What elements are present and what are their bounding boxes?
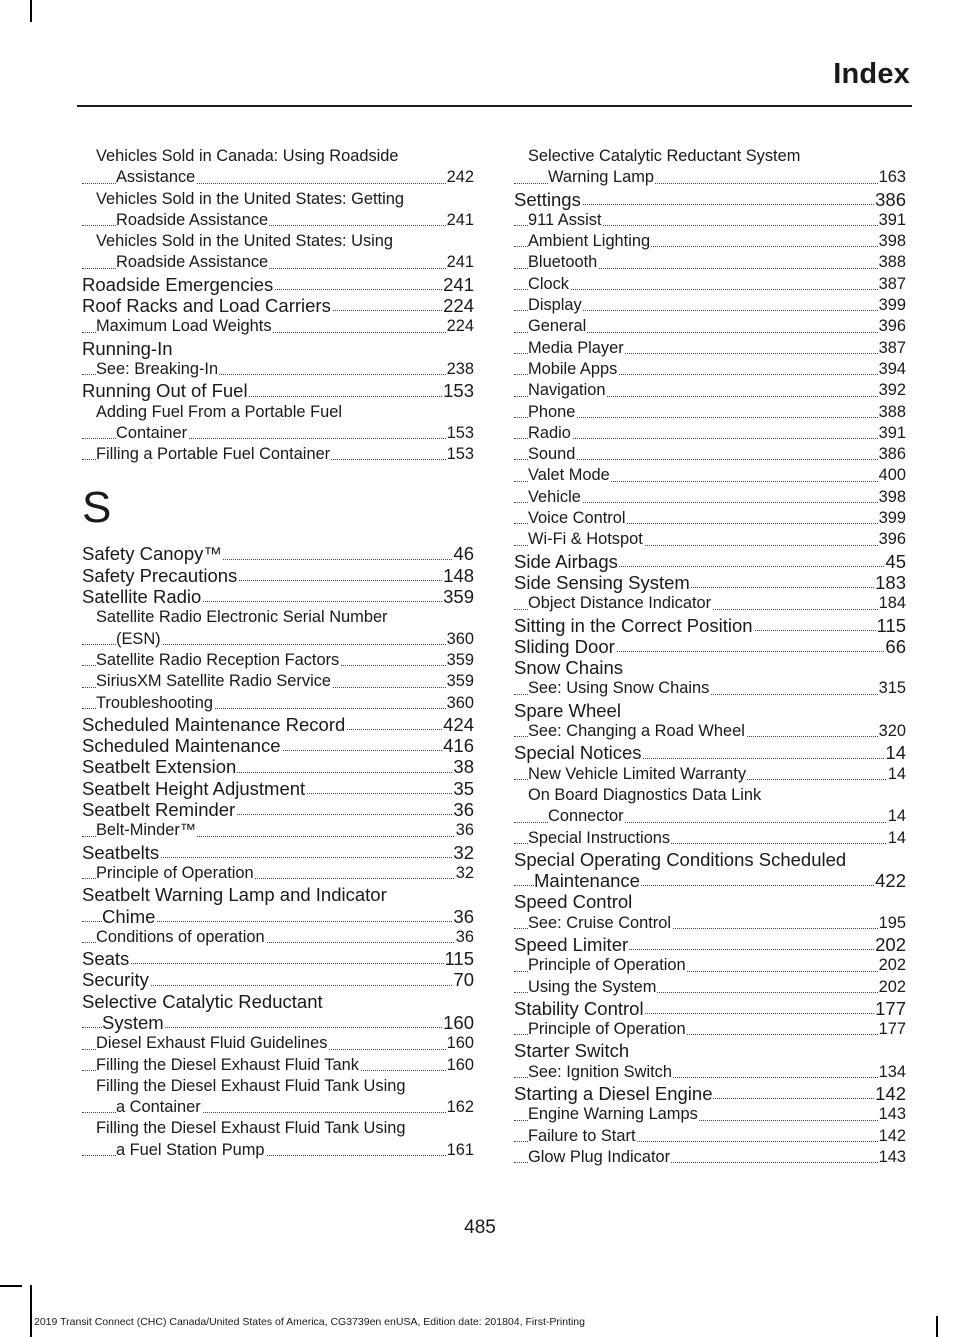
- entry-page-number: 66: [885, 635, 906, 657]
- entry-text: Filling the Diesel Exhaust Fluid Tank Using: [96, 1076, 406, 1095]
- entry-page-number: 242: [446, 167, 474, 188]
- entry-page-number: 160: [443, 1011, 474, 1033]
- entry-page-number: 134: [878, 1062, 906, 1083]
- entry-page-number: 315: [878, 678, 906, 699]
- entry-text: Scheduled Maintenance Record: [82, 713, 346, 735]
- index-entry: [514, 891, 906, 912]
- entry-page-number: 387: [878, 274, 906, 295]
- entry-text: Special Notices: [514, 742, 642, 764]
- entry-text: Using the System: [528, 977, 657, 996]
- entry-page-number: 396: [878, 529, 906, 550]
- entry-text: See: Using Snow Chains: [528, 679, 710, 698]
- entry-text: Settings: [514, 188, 581, 210]
- index-entry: [82, 778, 474, 799]
- entry-text: Clock: [528, 274, 569, 293]
- index-subentry: [82, 863, 474, 884]
- entry-text: Principle of Operation: [528, 1020, 686, 1039]
- entry-page-number: 36: [453, 799, 474, 821]
- entry-text: a Container: [116, 1098, 201, 1117]
- entry-page-number: 400: [878, 465, 906, 486]
- crop-mark-bottom-left: [30, 1285, 32, 1337]
- entry-text: Bluetooth: [528, 253, 598, 272]
- entry-text: Navigation: [528, 381, 606, 400]
- index-column-right: [514, 146, 906, 1168]
- entry-text: Sound: [528, 445, 576, 464]
- entry-text: Filling the Diesel Exhaust Fluid Tank: [96, 1055, 359, 1074]
- entry-page-number: 153: [443, 380, 474, 402]
- entry-page-number: 14: [887, 806, 906, 827]
- entry-text: Seatbelts: [82, 841, 160, 863]
- index-entry: [82, 274, 474, 295]
- entry-page-number: 224: [443, 295, 474, 317]
- entry-text: System: [102, 1011, 164, 1033]
- entry-text: See: Cruise Control: [528, 913, 672, 932]
- index-entry: [82, 543, 474, 564]
- index-subentry: [514, 721, 906, 742]
- index-subentry: [514, 252, 906, 273]
- index-entry: [82, 948, 474, 969]
- entry-text: Seats: [82, 948, 130, 970]
- entry-page-number: 202: [875, 933, 906, 955]
- index-subentry: [514, 955, 906, 976]
- entry-text: Snow Chains: [514, 657, 624, 679]
- index-subentry: [514, 338, 906, 359]
- footer-edition-info: 2019 Transit Connect (CHC) Canada/United States of America, CG3739en enUSA, Edition date: 201804, First-Printing: [34, 1316, 585, 1328]
- crop-mark-bottom-right: [936, 1316, 938, 1337]
- index-entry: [514, 934, 906, 955]
- entry-text: Phone: [528, 402, 576, 421]
- index-subentry: [514, 913, 906, 934]
- entry-text: Principle of Operation: [96, 863, 254, 882]
- entry-text: Sliding Door: [514, 635, 615, 657]
- entry-page-number: 36: [455, 927, 474, 948]
- entry-text: On Board Diagnostics Data Link: [528, 785, 762, 804]
- index-subentry: [514, 316, 906, 337]
- entry-text: Principle of Operation: [528, 956, 686, 975]
- index-subentry: [82, 1118, 474, 1161]
- index-entry: [514, 551, 906, 572]
- index-subentry: [514, 359, 906, 380]
- index-subentry: [514, 274, 906, 295]
- entry-page-number: 360: [446, 693, 474, 714]
- entry-page-number: 241: [443, 273, 474, 295]
- entry-text: SiriusXM Satellite Radio Service: [96, 672, 332, 691]
- entry-text: See: Breaking-In: [96, 359, 219, 378]
- index-subentry: [514, 210, 906, 231]
- index-subentry: [514, 977, 906, 998]
- index-entry: [514, 657, 906, 678]
- entry-text: Engine Warning Lamps: [528, 1105, 698, 1124]
- index-entry: [514, 742, 906, 763]
- entry-text: Glow Plug Indicator: [528, 1147, 671, 1166]
- entry-text: Filling the Diesel Exhaust Fluid Tank Using: [96, 1119, 406, 1138]
- entry-text: Wi-Fi & Hotspot: [528, 530, 643, 549]
- index-entry: [514, 615, 906, 636]
- entry-page-number: 35: [453, 777, 474, 799]
- index-subentry: [514, 508, 906, 529]
- entry-text: Adding Fuel From a Portable Fuel: [96, 402, 342, 421]
- entry-text: Belt-Minder™: [96, 821, 197, 840]
- entry-page-number: 241: [446, 252, 474, 273]
- entry-page-number: 388: [878, 252, 906, 273]
- entry-page-number: 386: [875, 188, 906, 210]
- entry-page-number: 143: [878, 1147, 906, 1168]
- entry-text: Filling a Portable Fuel Container: [96, 445, 331, 464]
- index-subentry: [514, 423, 906, 444]
- entry-text: Running-In: [82, 337, 173, 359]
- index-subentry: [514, 828, 906, 849]
- entry-page-number: 36: [455, 820, 474, 841]
- index-entry: [514, 572, 906, 593]
- entry-page-number: 386: [878, 444, 906, 465]
- entry-text: Seatbelt Extension: [82, 756, 237, 778]
- entry-text: Valet Mode: [528, 466, 610, 485]
- entry-text: Warning Lamp: [548, 168, 654, 187]
- index-entry: [82, 969, 474, 990]
- entry-page-number: 153: [446, 423, 474, 444]
- entry-page-number: 424: [443, 713, 474, 735]
- entry-text: Satellite Radio Electronic Serial Number: [96, 608, 388, 627]
- index-column-left: [82, 146, 474, 1161]
- entry-text: Seatbelt Reminder: [82, 799, 236, 821]
- entry-page-number: 32: [453, 841, 474, 863]
- index-subentry: [82, 671, 474, 692]
- entry-page-number: 238: [446, 359, 474, 380]
- index-entry: [82, 586, 474, 607]
- index-subentry: [82, 402, 474, 445]
- index-entry: [514, 998, 906, 1019]
- entry-page-number: 45: [885, 550, 906, 572]
- entry-page-number: 177: [875, 997, 906, 1019]
- index-section-letter: S: [82, 483, 112, 533]
- entry-page-number: 359: [446, 650, 474, 671]
- index-entry: [82, 295, 474, 316]
- entry-text: Assistance: [116, 168, 196, 187]
- index-entry: [82, 565, 474, 586]
- entry-text: Chime: [102, 905, 156, 927]
- index-subentry: [82, 1033, 474, 1054]
- entry-text: Object Distance Indicator: [528, 594, 712, 613]
- entry-text: Vehicles Sold in the United States: Getting: [96, 189, 404, 208]
- entry-page-number: 392: [878, 380, 906, 401]
- entry-text: Scheduled Maintenance: [82, 735, 281, 757]
- index-entry: [82, 756, 474, 777]
- entry-page-number: 398: [878, 231, 906, 252]
- entry-page-number: 160: [446, 1033, 474, 1054]
- index-entry: [82, 338, 474, 359]
- entry-page-number: 32: [455, 863, 474, 884]
- entry-page-number: 142: [878, 1126, 906, 1147]
- entry-text: Side Airbags: [514, 550, 618, 572]
- entry-page-number: 398: [878, 487, 906, 508]
- index-subentry: [514, 1126, 906, 1147]
- entry-text: Selective Catalytic Reductant: [82, 990, 323, 1012]
- index-entry: [514, 1040, 906, 1061]
- entry-text: Failure to Start: [528, 1126, 636, 1145]
- entry-text: Starter Switch: [514, 1040, 630, 1062]
- entry-page-number: 359: [443, 586, 474, 608]
- entry-page-number: 162: [446, 1097, 474, 1118]
- index-subentry: [82, 444, 474, 465]
- crop-mark-top-left: [30, 0, 32, 22]
- entry-text: Vehicle: [528, 487, 581, 506]
- entry-page-number: 36: [453, 905, 474, 927]
- entry-page-number: 195: [878, 913, 906, 934]
- index-entry: [82, 991, 474, 1034]
- entry-text: Vehicles Sold in Canada: Using Roadside: [96, 147, 399, 165]
- index-entry: [514, 700, 906, 721]
- entry-text: Special Operating Conditions Scheduled: [514, 848, 847, 870]
- page-title: Index: [833, 58, 910, 90]
- entry-page-number: 184: [878, 593, 906, 614]
- entry-page-number: 359: [446, 671, 474, 692]
- entry-text: Speed Limiter: [514, 933, 629, 955]
- entry-text: Spare Wheel: [514, 699, 621, 721]
- index-subentry: [514, 465, 906, 486]
- dot-leader: [514, 289, 906, 290]
- index-entry: [514, 849, 906, 892]
- header-divider: [77, 105, 912, 107]
- index-subentry: [514, 1104, 906, 1125]
- entry-text: New Vehicle Limited Warranty: [528, 764, 747, 783]
- entry-page-number: 224: [446, 316, 474, 337]
- entry-page-number: 14: [885, 742, 906, 764]
- entry-text: Satellite Radio: [82, 586, 202, 608]
- index-subentry: [514, 1147, 906, 1168]
- entry-page-number: 115: [876, 614, 906, 636]
- entry-text: Roadside Assistance: [116, 253, 269, 272]
- entry-page-number: 202: [878, 977, 906, 998]
- index-subentry: [82, 316, 474, 337]
- entry-text: Roadside Emergencies: [82, 273, 274, 295]
- entry-page-number: 148: [443, 564, 474, 586]
- entry-text: Selective Catalytic Reductant System: [528, 147, 801, 165]
- entry-text: Seatbelt Warning Lamp and Indicator: [82, 884, 387, 906]
- entry-text: Starting a Diesel Engine: [514, 1083, 713, 1105]
- index-entry: [82, 799, 474, 820]
- entry-text: a Fuel Station Pump: [116, 1140, 265, 1159]
- entry-page-number: 320: [878, 721, 906, 742]
- index-subentry: [82, 1076, 474, 1119]
- index-subentry: [514, 1062, 906, 1083]
- index-subentry: [514, 380, 906, 401]
- page-number: 485: [464, 1217, 496, 1238]
- entry-page-number: 391: [878, 210, 906, 231]
- entry-page-number: 142: [875, 1083, 906, 1105]
- index-subentry: [82, 146, 474, 189]
- entry-text: Diesel Exhaust Fluid Guidelines: [96, 1034, 328, 1053]
- index-entry: [82, 380, 474, 401]
- entry-text: Mobile Apps: [528, 359, 618, 378]
- index-subentry: [514, 295, 906, 316]
- entry-text: 911 Assist: [528, 210, 602, 229]
- entry-text: See: Ignition Switch: [528, 1062, 672, 1081]
- entry-text: Radio: [528, 423, 571, 442]
- index-entry: [514, 189, 906, 210]
- entry-text: Roadside Assistance: [116, 210, 269, 229]
- index-subentry: [514, 231, 906, 252]
- index-subentry: [82, 359, 474, 380]
- entry-page-number: 394: [878, 359, 906, 380]
- entry-page-number: 38: [453, 756, 474, 778]
- entry-page-number: 387: [878, 338, 906, 359]
- index-subentry: [82, 189, 474, 232]
- entry-page-number: 183: [875, 571, 906, 593]
- index-entry: [82, 735, 474, 756]
- index-subentry: [514, 444, 906, 465]
- dot-leader: [82, 963, 474, 964]
- index-entry: [514, 1083, 906, 1104]
- entry-text: Running Out of Fuel: [82, 380, 248, 402]
- entry-page-number: 177: [878, 1019, 906, 1040]
- entry-text: Satellite Radio Reception Factors: [96, 650, 340, 669]
- entry-page-number: 416: [443, 735, 474, 757]
- dot-leader: [514, 438, 906, 439]
- entry-text: Roof Racks and Load Carriers: [82, 295, 331, 317]
- entry-text: General: [528, 317, 587, 336]
- entry-text: Maintenance: [534, 870, 640, 892]
- entry-page-number: 115: [444, 948, 474, 970]
- index-subentry: [514, 402, 906, 423]
- entry-text: Security: [82, 969, 149, 991]
- entry-text: Media Player: [528, 338, 624, 357]
- entry-page-number: 360: [446, 629, 474, 650]
- index-entry: [82, 842, 474, 863]
- entry-text: Conditions of operation: [96, 927, 265, 946]
- entry-text: Maximum Load Weights: [96, 317, 272, 336]
- entry-text: Seatbelt Height Adjustment: [82, 777, 306, 799]
- entry-text: Stability Control: [514, 997, 644, 1019]
- entry-page-number: 241: [446, 210, 474, 231]
- entry-text: (ESN): [116, 629, 161, 648]
- entry-text: Connector: [548, 807, 624, 826]
- entry-page-number: 70: [453, 969, 474, 991]
- index-subentry: [514, 593, 906, 614]
- index-subentry: [514, 764, 906, 785]
- entry-page-number: 46: [453, 543, 474, 565]
- entry-page-number: 14: [887, 764, 906, 785]
- index-subentry: [514, 146, 906, 189]
- index-subentry: [82, 1055, 474, 1076]
- index-subentry: [514, 785, 906, 828]
- index-entry: [82, 714, 474, 735]
- index-subentry: [514, 487, 906, 508]
- index-subentry: [82, 927, 474, 948]
- entry-text: Safety Canopy™: [82, 543, 222, 565]
- entry-text: Container: [116, 423, 188, 442]
- entry-page-number: 399: [878, 508, 906, 529]
- entry-text: Ambient Lighting: [528, 232, 651, 251]
- index-subentry: [82, 820, 474, 841]
- index-entry: [514, 636, 906, 657]
- index-subentry: [82, 693, 474, 714]
- entry-page-number: 202: [878, 955, 906, 976]
- entry-text: Vehicles Sold in the United States: Using: [96, 232, 394, 251]
- index-subentry: [82, 231, 474, 274]
- index-subentry: [82, 607, 474, 650]
- entry-text: Display: [528, 296, 582, 315]
- entry-text: Speed Control: [514, 891, 633, 913]
- crop-mark-bottom-left-h: [0, 1285, 22, 1287]
- index-subentry: [514, 1019, 906, 1040]
- entry-text: Voice Control: [528, 509, 626, 528]
- entry-text: Safety Precautions: [82, 564, 238, 586]
- entry-page-number: 396: [878, 316, 906, 337]
- entry-text: Troubleshooting: [96, 693, 213, 712]
- entry-page-number: 160: [446, 1055, 474, 1076]
- entry-text: Side Sensing System: [514, 571, 690, 593]
- index-subentry: [82, 650, 474, 671]
- entry-text: Special Instructions: [528, 828, 671, 847]
- index-entry: [82, 884, 474, 927]
- entry-page-number: 153: [446, 444, 474, 465]
- index-subentry: [514, 678, 906, 699]
- index-subentry: [514, 529, 906, 550]
- entry-page-number: 14: [887, 828, 906, 849]
- entry-page-number: 163: [878, 167, 906, 188]
- entry-page-number: 391: [878, 423, 906, 444]
- entry-text: See: Changing a Road Wheel: [528, 722, 745, 741]
- entry-page-number: 422: [875, 870, 906, 892]
- entry-page-number: 388: [878, 402, 906, 423]
- entry-page-number: 399: [878, 295, 906, 316]
- entry-page-number: 143: [878, 1104, 906, 1125]
- entry-page-number: 161: [446, 1140, 474, 1161]
- entry-text: Sitting in the Correct Position: [514, 614, 753, 636]
